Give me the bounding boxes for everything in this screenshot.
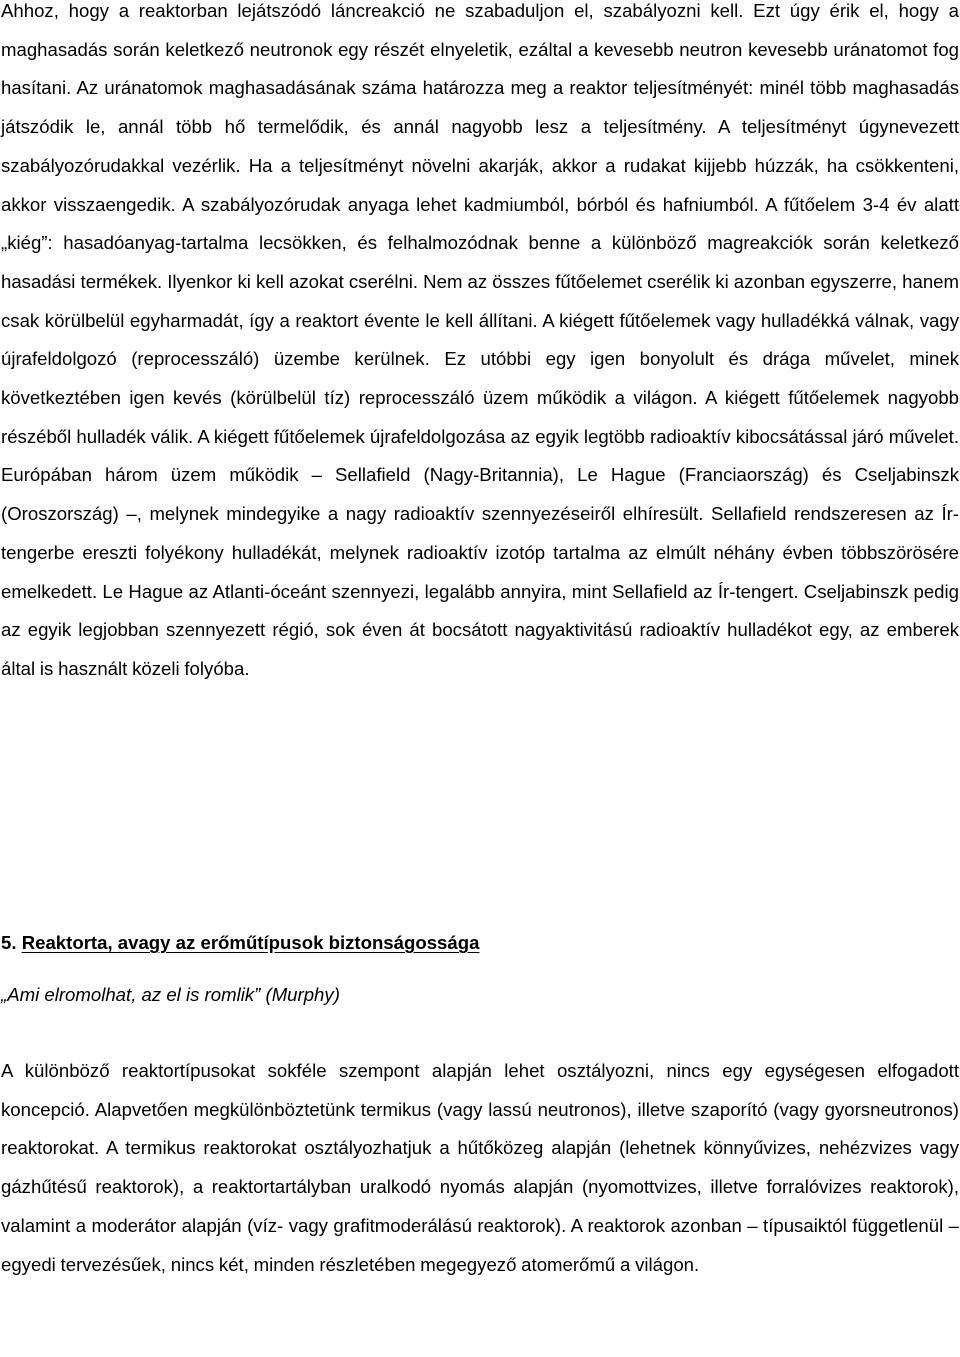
epigraph-quote: „Ami elromolhat, az el is romlik” (Murphy) — [1, 984, 340, 1005]
section-title: Reaktorta, avagy az erőműtípusok biztonságossága — [21, 932, 480, 953]
body-paragraph: Ahhoz, hogy a reaktorban lejátszódó láncreakció ne szabaduljon el, szabályozni kell. Ezt úgy érik el, hogy a maghasadás során keletkező neutronok egy részét elnyeletik, ezáltal a kevesebb neutron kevesebb uránatomot fog hasítani. Az uránatomok maghasadásának száma határozza meg a reaktor teljesítményét: minél több maghasadás játszódik le, annál több hő termelődik, és annál nagyobb lesz a teljesítmény. A teljesítményt úgynevezett szabályozórudakkal vezérlik. Ha a teljesítményt növelni akarják, akkor a rudakat kijjebb húzzák, ha csökkenteni, akkor visszaengedik. A szabályozórudak anyaga lehet kadmiumból, bórból és hafniumból. A fűtőelem 3-4 év alatt „kiég”: hasadóanyag-tartalma lecsökken, és felhalmozódnak benne a különböző magreakciók során keletkező hasadási termékek. Ilyenkor ki kell azokat cserélni. Nem az összes fűtőelemet cserélik ki azonban egyszerre, hanem csak körülbelül egyharmadát, így a reaktort évente le kell állítani. A kiégett fűtőelemek vagy hulladékká válnak, vagy újrafeldolgozó (reprocesszáló) üzembe kerülnek. Ez utóbbi egy igen bonyolult és drága művelet, minek következtében igen kevés (körülbelül tíz) reprocesszáló üzem működik a világon. A kiégett fűtőelemek nagyobb részéből hulladék válik. A kiégett fűtőelemek újrafeldolgozása az egyik legtöbb radioaktív kibocsátással járó művelet. Európában három üzem működik – Sellafield (Nagy-Britannia), Le Hague (Franciaország) és Cseljabinszk (Oroszország) –, melynek mindegyike a nagy radioaktív szennyezéseiről elhíresült. Sellafield rendszeresen az Ír-tengerbe ereszti folyékony hulladékát, melynek radioaktív izotóp tartalma az elmúlt néhány évben többszörösére emelkedett. Le Hague az Atlanti-óceánt szennyezi, legalább annyira, mint Sellafield az Ír-tengert. Cseljabinszk pedig az egyik legjobban szennyezett régió, sok éven át bocsátott nagyaktivitású radioaktív hulladékot egy, az emberek által is használt közeli folyóba. — [1, 0, 959, 679]
section-heading — [1, 924, 479, 962]
body-paragraph: A különböző reaktortípusokat sokféle szempont alapján lehet osztályozni, nincs egy egységesen elfogadott koncepció. Alapvetően megkülönböztetünk termikus (vagy lassú neutronos), illetve szaporító (vagy gyorsneutronos) reaktorokat. A termikus reaktorokat osztályozhatjuk a hűtőközeg alapján (lehetnek könnyűvizes, nehézvizes vagy gázhűtésű reaktorok), a reaktortartályban uralkodó nyomás alapján (nyomottvizes, illetve forralóvizes reaktorok), valamint a moderátor alapján (víz- vagy grafitmoderálású reaktorok). A reaktorok azonban – típusaiktól függetlenül – egyedi tervezésűek, nincs két, minden részletében megegyező atomerőmű a világon. — [1, 1060, 959, 1275]
section-number: 5. — [1, 932, 17, 953]
